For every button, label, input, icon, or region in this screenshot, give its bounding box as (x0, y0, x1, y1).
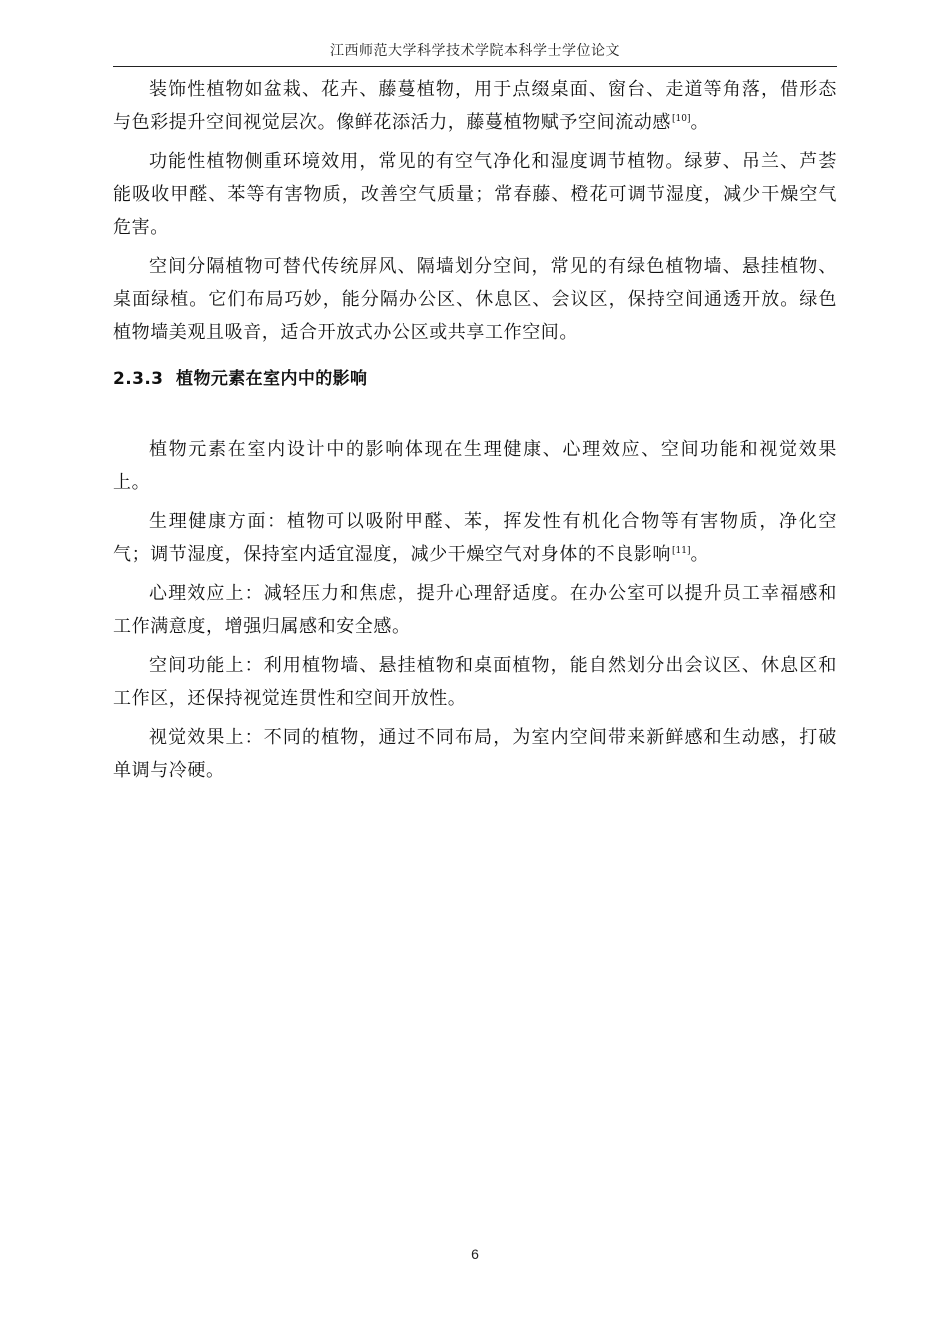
paragraph-text: 装饰性植物如盆栽、花卉、藤蔓植物，用于点缀桌面、窗台、走道等角落，借形态与色彩提升空间视觉层次。像鲜花添活力，藤蔓植物赋予空间流动感 (113, 79, 837, 133)
section-number: 2.3.3 (113, 369, 164, 389)
paragraph-physiological-health (113, 505, 837, 571)
paragraph-end: 。 (690, 544, 710, 565)
citation-10: [10] (672, 114, 691, 124)
paragraph-partition-plants: 空间分隔植物可替代传统屏风、隔墙划分空间，常见的有绿色植物墙、悬挂植物、桌面绿植。它们布局巧妙，能分隔办公区、休息区、会议区，保持空间通透开放。绿色植物墙美观且吸音，适合开放式办公区或共享工作空间。 (113, 256, 837, 343)
paragraph-visual-effect: 视觉效果上：不同的植物，通过不同布局，为室内空间带来新鲜感和生动感，打破单调与冷硬。 (113, 727, 837, 781)
citation-11: [11] (672, 546, 691, 556)
section-heading (113, 363, 837, 395)
paragraph-influence-intro: 植物元素在室内设计中的影响体现在生理健康、心理效应、空间功能和视觉效果上。 (113, 439, 837, 493)
paragraph-decorative-plants (113, 73, 837, 139)
paragraph-spatial-function: 空间功能上：利用植物墙、悬挂植物和桌面植物，能自然划分出会议区、休息区和工作区，还保持视觉连贯性和空间开放性。 (113, 655, 837, 709)
running-header: 江西师范大学科学技术学院本科学士学位论文 (113, 38, 837, 67)
page-number: 6 (471, 1246, 479, 1262)
paragraph-psychological-effect: 心理效应上：减轻压力和焦虑，提升心理舒适度。在办公室可以提升员工幸福感和工作满意度，增强归属感和安全感。 (113, 583, 837, 637)
section-title: 植物元素在室内中的影响 (176, 369, 368, 389)
page-body (113, 73, 837, 787)
paragraph-functional-plants: 功能性植物侧重环境效用，常见的有空气净化和湿度调节植物。绿萝、吊兰、芦荟能吸收甲醛、苯等有害物质，改善空气质量；常春藤、橙花可调节湿度，减少干燥空气危害。 (113, 151, 837, 238)
paragraph-text: 生理健康方面：植物可以吸附甲醛、苯，挥发性有机化合物等有害物质，净化空气；调节湿度，保持室内适宜湿度，减少干燥空气对身体的不良影响 (113, 511, 837, 565)
paragraph-end: 。 (690, 112, 710, 133)
